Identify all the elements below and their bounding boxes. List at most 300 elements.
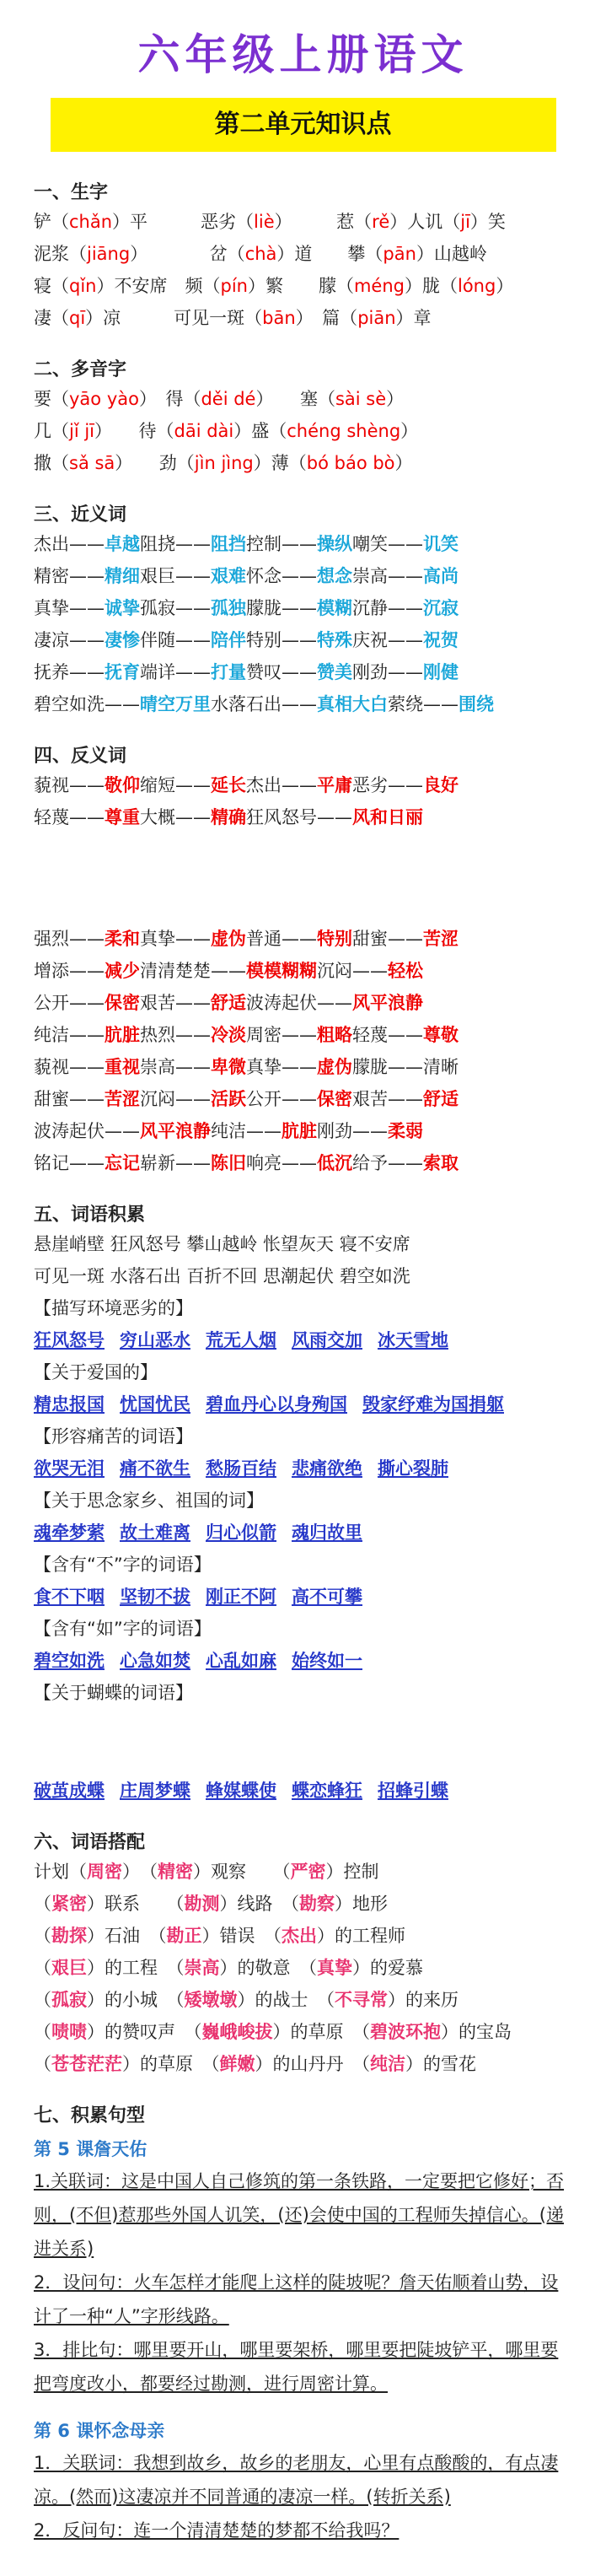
text-segment: 沉闷——	[317, 961, 388, 981]
highlight-word: 真相大白	[317, 694, 388, 714]
highlight-word: 周密	[87, 1862, 122, 1882]
idiom-item: 招蜂引蝶	[378, 1781, 448, 1801]
highlight-word: 勘正	[166, 1926, 202, 1946]
text-segment: 真挚——	[34, 598, 105, 618]
highlight-word: 巍峨峻拔	[201, 2022, 273, 2042]
highlight-word: jiāng	[87, 244, 131, 264]
jinyi-row	[34, 624, 572, 656]
text-segment: ）的小城 （	[87, 1990, 185, 2010]
highlight-word: 平庸	[317, 775, 352, 795]
highlight-word: 杰出	[282, 1926, 317, 1946]
highlight-word: chǎn	[69, 212, 113, 232]
highlight-word: 凄惨	[105, 630, 140, 650]
highlight-word: 尊重	[105, 807, 140, 827]
highlight-word: 抚育	[105, 662, 140, 682]
idiom-item: 欲哭无泪	[34, 1458, 105, 1479]
highlight-word: 敬仰	[105, 775, 140, 795]
text-segment: ） 篇（	[295, 308, 358, 328]
text-segment: ）的草原 （	[122, 2054, 220, 2074]
idiom-group-label: 【形容痛苦的词语】	[34, 1426, 193, 1447]
fanyi-list-top	[34, 769, 572, 833]
fanyi-row	[34, 987, 572, 1019]
text-segment: 真挚——	[246, 1057, 317, 1077]
idiom-item: 荒无人烟	[206, 1330, 276, 1350]
text-segment: （	[34, 2054, 51, 2074]
duoyin-row	[34, 415, 572, 447]
sentence-paragraph: 2．设问句：火车怎样才能爬上这样的陡坡呢？詹天佑顺着山势，设计了一种“人”字形线路。	[34, 2272, 559, 2326]
highlight-word: pín	[220, 276, 248, 296]
text-segment: ）的战士 （	[237, 1990, 335, 2010]
highlight-word: 卓越	[105, 534, 140, 554]
highlight-word: rě	[372, 212, 390, 232]
fanyi-row	[34, 1083, 572, 1115]
dapei-row	[34, 2048, 572, 2080]
text-segment: 缩短——	[140, 775, 211, 795]
highlight-word: 打量	[211, 662, 246, 682]
highlight-word: jī	[460, 212, 470, 232]
text-segment: 寝（	[34, 276, 69, 296]
jinyi-row	[34, 560, 572, 592]
dapei-row	[34, 2016, 572, 2048]
text-segment: 真挚——	[140, 929, 211, 949]
text-segment: 周密——	[246, 1025, 317, 1045]
highlight-word: 模模糊糊	[246, 961, 317, 981]
idiom-row	[34, 1517, 572, 1549]
section-heading-jinyi: 三、近义词	[34, 504, 127, 525]
text-segment: ）	[386, 389, 405, 409]
text-segment: 恶劣——	[352, 775, 423, 795]
text-segment: ）联系 （	[87, 1894, 185, 1914]
text-segment: ）的草原 （	[272, 2022, 370, 2042]
text-segment: ）的工程 （	[87, 1958, 185, 1978]
highlight-word: bān	[262, 308, 296, 328]
text-segment: 狂风怒号——	[246, 807, 352, 827]
idiom-item: 忧国忧民	[120, 1394, 190, 1415]
highlight-word: 风平浪静	[140, 1121, 211, 1141]
text-segment: 清清楚楚——	[140, 961, 246, 981]
text-segment: ）胧（	[405, 276, 458, 296]
idiom-item: 食不下咽	[34, 1587, 105, 1607]
idiom-group-label: 【关于蝴蝶的词语】	[34, 1683, 193, 1703]
text-segment: 要（	[34, 389, 69, 409]
text-segment: 铲（	[34, 212, 69, 232]
idiom-item: 始终如一	[292, 1651, 362, 1671]
jinyi-list	[34, 528, 572, 720]
text-segment: 伴随——	[140, 630, 211, 650]
idiom-item: 归心似箭	[206, 1522, 276, 1543]
highlight-word: 碧波环抱	[370, 2022, 441, 2042]
text-segment: 撒（	[34, 453, 69, 473]
highlight-word: chéng shèng	[287, 421, 401, 441]
text-segment: 波涛起伏——	[34, 1121, 140, 1141]
text-segment: 普通——	[246, 929, 317, 949]
highlight-word: 苍苍茫茫	[51, 2054, 122, 2074]
highlight-word: 肮脏	[105, 1025, 140, 1045]
idiom-item: 穷山恶水	[120, 1330, 190, 1350]
text-segment: 怀念——	[246, 566, 317, 586]
text-segment: 公开——	[246, 1089, 317, 1109]
sentence-paragraph: 1.关联词：这是中国人自己修筑的第一条铁路，一定要把它修好；否则，(不但)惹那些外国人讥笑，(还)会使中国的工程师失掉信心。(递进关系)	[34, 2171, 565, 2259]
fanyi-row	[34, 1019, 572, 1051]
shengzi-row	[34, 238, 572, 270]
highlight-word: jǐ jī	[69, 421, 95, 441]
highlight-word: 诚挚	[105, 598, 140, 618]
text-segment: 热烈——	[140, 1025, 211, 1045]
text-segment: ）笑	[469, 212, 506, 232]
text-segment: 孤寂——	[140, 598, 211, 618]
idiom-item: 碧血丹心以身殉国	[206, 1394, 347, 1415]
highlight-word: 卑微	[211, 1057, 246, 1077]
highlight-word: 粗略	[317, 1025, 352, 1045]
highlight-word: qǐn	[69, 276, 97, 296]
sentence-paragraph: 2．反问句：连一个清清楚楚的梦都不给我吗？	[34, 2520, 400, 2541]
idiom-item: 愁肠百结	[206, 1458, 276, 1479]
text-segment: ）山越岭	[416, 244, 487, 264]
highlight-word: 严密	[290, 1862, 326, 1882]
highlight-word: 精确	[211, 807, 246, 827]
text-segment: ）地形	[335, 1894, 388, 1914]
highlight-word: 延长	[211, 775, 246, 795]
highlight-word: 柔和	[105, 929, 140, 949]
text-segment: 控制——	[246, 534, 317, 554]
text-segment: （	[34, 1926, 51, 1946]
text-segment: ）繁 朦（	[247, 276, 354, 296]
idiom-row	[34, 1324, 572, 1356]
text-segment: ）的爱慕	[352, 1958, 423, 1978]
highlight-word: 索取	[423, 1153, 459, 1173]
text-segment: 恶劣（	[147, 212, 255, 232]
idiom-row	[34, 1645, 572, 1677]
idiom-row	[34, 1452, 572, 1485]
text-segment: 强烈——	[34, 929, 105, 949]
text-segment: 艰苦——	[352, 1089, 423, 1109]
text-segment: 阻挠——	[140, 534, 211, 554]
fanyi-row	[34, 1147, 572, 1179]
text-segment: ） 惹（	[274, 212, 373, 232]
jinyi-row	[34, 528, 572, 560]
text-segment: 赞叹——	[246, 662, 317, 682]
text-segment: 庆祝——	[352, 630, 423, 650]
text-segment: 杰出——	[34, 534, 105, 554]
idiom-item: 毁家纾难为国捐躯	[362, 1394, 504, 1415]
text-segment: ）的山丹丹 （	[255, 2054, 370, 2074]
text-segment: 刚劲——	[352, 662, 423, 682]
highlight-word: 苦涩	[105, 1089, 140, 1109]
highlight-word: chà	[244, 244, 277, 264]
dapei-row	[34, 1888, 572, 1920]
jilei-groups	[34, 1292, 572, 1709]
fanyi-row	[34, 801, 572, 833]
highlight-word: 勘探	[51, 1926, 87, 1946]
highlight-word: děi dé	[201, 389, 256, 409]
highlight-word: 活跃	[211, 1089, 246, 1109]
text-segment: ）不安席 频（	[96, 276, 221, 296]
highlight-word: 鲜嫩	[219, 2054, 255, 2074]
text-segment: ）人讥（	[389, 212, 461, 232]
highlight-word: 陪伴	[211, 630, 246, 650]
highlight-word: 艰难	[211, 566, 246, 586]
idiom-item: 碧空如洗	[34, 1651, 105, 1671]
text-segment: 沉闷——	[140, 1089, 211, 1109]
dapei-row	[34, 1952, 572, 1984]
dapei-row	[34, 1984, 572, 2016]
lesson-heading-5: 第 5 课詹天佑	[34, 2139, 147, 2159]
highlight-word: 低沉	[317, 1153, 352, 1173]
text-segment: （	[34, 1990, 51, 2010]
highlight-word: 沉寂	[423, 598, 459, 618]
text-segment: 纯洁——	[34, 1025, 105, 1045]
highlight-word: 不寻常	[335, 1990, 388, 2010]
text-segment: 碧空如洗——	[34, 694, 140, 714]
text-segment: 抚养——	[34, 662, 105, 682]
highlight-word: 虚伪	[317, 1057, 352, 1077]
idiom-group-label: 【描写环境恶劣的】	[34, 1298, 193, 1318]
text-segment: ） 岔（	[130, 244, 245, 264]
highlight-word: lóng	[458, 276, 496, 296]
duoyin-row	[34, 447, 572, 479]
idiom-item: 心乱如麻	[206, 1651, 276, 1671]
idiom-item: 蜂媒蝶使	[206, 1781, 276, 1801]
text-segment: 朦胧——	[246, 598, 317, 618]
text-segment: ）凉 可见一斑（	[85, 308, 263, 328]
idiom-item: 撕心裂肺	[378, 1458, 448, 1479]
text-segment: ）的来历	[388, 1990, 459, 2010]
page-subtitle: 第二单元知识点	[51, 98, 556, 152]
fanyi-row	[34, 923, 572, 955]
highlight-word: bó báo bò	[306, 453, 395, 473]
text-segment: ）平	[112, 212, 148, 232]
highlight-word: pān	[383, 244, 416, 264]
text-segment: 艰巨——	[140, 566, 211, 586]
text-segment: 刚劲——	[317, 1121, 388, 1141]
highlight-word: 舒适	[211, 993, 246, 1013]
shengzi-list	[34, 206, 572, 334]
idiom-item: 冰天雪地	[378, 1330, 448, 1350]
idiom-item: 蝶恋蜂狂	[292, 1781, 362, 1801]
text-segment: 公开——	[34, 993, 105, 1013]
highlight-word: 风和日丽	[352, 807, 423, 827]
text-segment: ） 塞（	[255, 389, 335, 409]
highlight-word: 真挚	[317, 1958, 352, 1978]
text-segment: 崇高——	[140, 1057, 211, 1077]
highlight-word: 崇高	[184, 1958, 220, 1978]
text-segment: ）的雪花	[405, 2054, 476, 2074]
highlight-word: 高尚	[423, 566, 459, 586]
idiom-item: 魂牵梦萦	[34, 1522, 105, 1543]
highlight-word: 良好	[423, 775, 459, 795]
idiom-item: 心急如焚	[120, 1651, 190, 1671]
idiom-group-label: 【含有“如”字的词语】	[34, 1619, 212, 1639]
text-segment: ）错误 （	[201, 1926, 282, 1946]
idiom-item: 悲痛欲绝	[292, 1458, 362, 1479]
text-segment: 杰出——	[246, 775, 317, 795]
dapei-list	[34, 1856, 572, 2080]
highlight-word: 陈旧	[211, 1153, 246, 1173]
text-segment: 精密——	[34, 566, 105, 586]
highlight-word: 精密	[158, 1862, 193, 1882]
highlight-word: qī	[69, 308, 86, 328]
highlight-word: 围绕	[459, 694, 494, 714]
sentence-paragraph: 3．排比句：哪里要开山，哪里要架桥，哪里要把陡坡铲平，哪里要把弯度改小，都要经过勘测，进行周密计算。	[34, 2340, 559, 2394]
text-segment: 藐视——	[34, 1057, 105, 1077]
butterfly-idiom-row	[34, 1775, 572, 1807]
idiom-item: 痛不欲生	[120, 1458, 190, 1479]
idiom-item: 故土难离	[120, 1522, 190, 1543]
highlight-word: 虚伪	[211, 929, 246, 949]
idiom-item: 庄周梦蝶	[120, 1781, 190, 1801]
shengzi-row	[34, 270, 572, 302]
highlight-word: 啧啧	[51, 2022, 87, 2042]
fanyi-row	[34, 769, 572, 801]
text-segment: ） （	[122, 1862, 158, 1882]
text-segment: ）的宝岛	[441, 2022, 512, 2042]
idiom-item: 风雨交加	[292, 1330, 362, 1350]
section-heading-fanyi: 四、反义词	[34, 746, 127, 767]
section-heading-juxing: 七、积累句型	[34, 2105, 146, 2126]
fanyi-row	[34, 955, 572, 987]
text-segment: 计划（	[34, 1862, 87, 1882]
blank-gap	[34, 833, 572, 923]
idiom-item: 坚韧不拔	[120, 1587, 190, 1607]
highlight-word: liè	[254, 212, 275, 232]
highlight-word: 刚健	[423, 662, 459, 682]
text-segment: ）	[400, 421, 419, 441]
dapei-row	[34, 1856, 572, 1888]
highlight-word: 紧密	[51, 1894, 87, 1914]
text-segment: 铭记——	[34, 1153, 105, 1173]
text-segment: 轻蔑——	[34, 807, 105, 827]
text-segment: ）的赞叹声 （	[87, 2022, 202, 2042]
highlight-word: 纯洁	[370, 2054, 405, 2074]
highlight-word: 冷淡	[211, 1025, 246, 1045]
text-segment: 沉静——	[352, 598, 423, 618]
text-segment: 凄（	[34, 308, 69, 328]
highlight-word: 风平浪静	[352, 993, 423, 1013]
text-segment: ）观察 （	[193, 1862, 291, 1882]
idiom-group-label: 【含有“不”字的词语】	[34, 1555, 212, 1575]
jilei-plain-row: 悬崖峭壁 狂风怒号 攀山越岭 怅望灰天 寝不安席	[34, 1234, 410, 1254]
idiom-item: 狂风怒号	[34, 1330, 105, 1350]
text-segment: 崭新——	[140, 1153, 211, 1173]
highlight-word: 重视	[105, 1057, 140, 1077]
section-heading-duoyin: 二、多音字	[34, 359, 127, 380]
text-segment: ）的敬意 （	[219, 1958, 317, 1978]
highlight-word: 苦涩	[423, 929, 459, 949]
highlight-word: méng	[353, 276, 405, 296]
text-segment: 大概——	[140, 807, 211, 827]
text-segment: ）石油 （	[87, 1926, 167, 1946]
idiom-item: 刚正不阿	[206, 1587, 276, 1607]
section-heading-jilei: 五、词语积累	[34, 1204, 146, 1226]
shengzi-row	[34, 302, 572, 334]
jinyi-row	[34, 656, 572, 688]
highlight-word: 操纵	[317, 534, 352, 554]
highlight-word: 精细	[105, 566, 140, 586]
text-segment: （	[34, 2022, 51, 2042]
fanyi-row	[34, 1051, 572, 1083]
idiom-item: 精忠报国	[34, 1394, 105, 1415]
text-segment: 朦胧——清晰	[352, 1057, 459, 1077]
highlight-word: dāi dài	[174, 421, 234, 441]
jinyi-row	[34, 688, 572, 720]
highlight-word: yāo yào	[69, 389, 139, 409]
highlight-word: 阻挡	[211, 534, 246, 554]
text-segment: 波涛起伏——	[246, 993, 352, 1013]
text-segment: ）	[496, 276, 514, 296]
shengzi-row	[34, 206, 572, 238]
highlight-word: 赞美	[317, 662, 352, 682]
highlight-word: 祝贺	[423, 630, 459, 650]
highlight-word: 轻松	[388, 961, 423, 981]
highlight-word: 勘察	[299, 1894, 335, 1914]
text-segment: ）线路 （	[219, 1894, 299, 1914]
highlight-word: 柔弱	[388, 1121, 423, 1141]
highlight-word: 肮脏	[282, 1121, 317, 1141]
highlight-word: 特殊	[317, 630, 352, 650]
text-segment: 藐视——	[34, 775, 105, 795]
text-segment: 响亮——	[246, 1153, 317, 1173]
highlight-word: 晴空万里	[140, 694, 211, 714]
highlight-word: 讥笑	[423, 534, 459, 554]
sentence-paragraph: 1．关联词：我想到故乡，故乡的老朋友，心里有点酸酸的，有点凄凉。(然而)这凄凉并不同普通的凄凉一样。(转折关系)	[34, 2453, 559, 2507]
text-segment: 甜蜜——	[34, 1089, 105, 1109]
text-segment: ）	[394, 453, 413, 473]
dapei-row	[34, 1920, 572, 1952]
idiom-item: 魂归故里	[292, 1522, 362, 1543]
text-segment: ）控制	[325, 1862, 379, 1882]
highlight-word: piān	[357, 308, 396, 328]
highlight-word: 想念	[317, 566, 352, 586]
duoyin-list	[34, 383, 572, 479]
idiom-item: 高不可攀	[292, 1587, 362, 1607]
text-segment: 艰苦——	[140, 993, 211, 1013]
text-segment: 给予——	[352, 1153, 423, 1173]
text-segment: ） 劲（	[115, 453, 195, 473]
text-segment: （	[34, 1894, 51, 1914]
highlight-word: 艰巨	[51, 1958, 87, 1978]
jilei-plain-row: 可见一斑 水落石出 百折不回 思潮起伏 碧空如洗	[34, 1266, 410, 1286]
text-segment: 几（	[34, 421, 69, 441]
fanyi-row	[34, 1115, 572, 1147]
highlight-word: 保密	[317, 1089, 352, 1109]
text-segment: ）的工程师	[317, 1926, 405, 1946]
text-segment: 泥浆（	[34, 244, 87, 264]
idiom-row	[34, 1581, 572, 1613]
highlight-word: jìn jìng	[194, 453, 254, 473]
highlight-word: 勘测	[184, 1894, 220, 1914]
text-segment: ）道 攀（	[276, 244, 383, 264]
duoyin-row	[34, 383, 572, 415]
text-segment: 凄凉——	[34, 630, 105, 650]
idiom-group-label: 【关于思念家乡、祖国的词】	[34, 1490, 264, 1511]
page-title: 六年级上册语文	[137, 30, 469, 79]
highlight-word: 孤寂	[51, 1990, 87, 2010]
fanyi-list-bottom	[34, 923, 572, 1179]
highlight-word: 模糊	[317, 598, 352, 618]
lesson-heading-6: 第 6 课怀念母亲	[34, 2421, 165, 2441]
highlight-word: 保密	[105, 993, 140, 1013]
text-segment: 萦绕——	[388, 694, 459, 714]
highlight-word: 忘记	[105, 1153, 140, 1173]
text-segment: 端详——	[140, 662, 211, 682]
idiom-group-label: 【关于爱国的】	[34, 1362, 158, 1382]
highlight-word: 矮墩墩	[184, 1990, 238, 2010]
text-segment: 嘲笑——	[352, 534, 423, 554]
text-segment: 纯洁——	[211, 1121, 282, 1141]
text-segment: 水落石出——	[211, 694, 317, 714]
text-segment: 特别——	[246, 630, 317, 650]
highlight-word: sài sè	[335, 389, 387, 409]
